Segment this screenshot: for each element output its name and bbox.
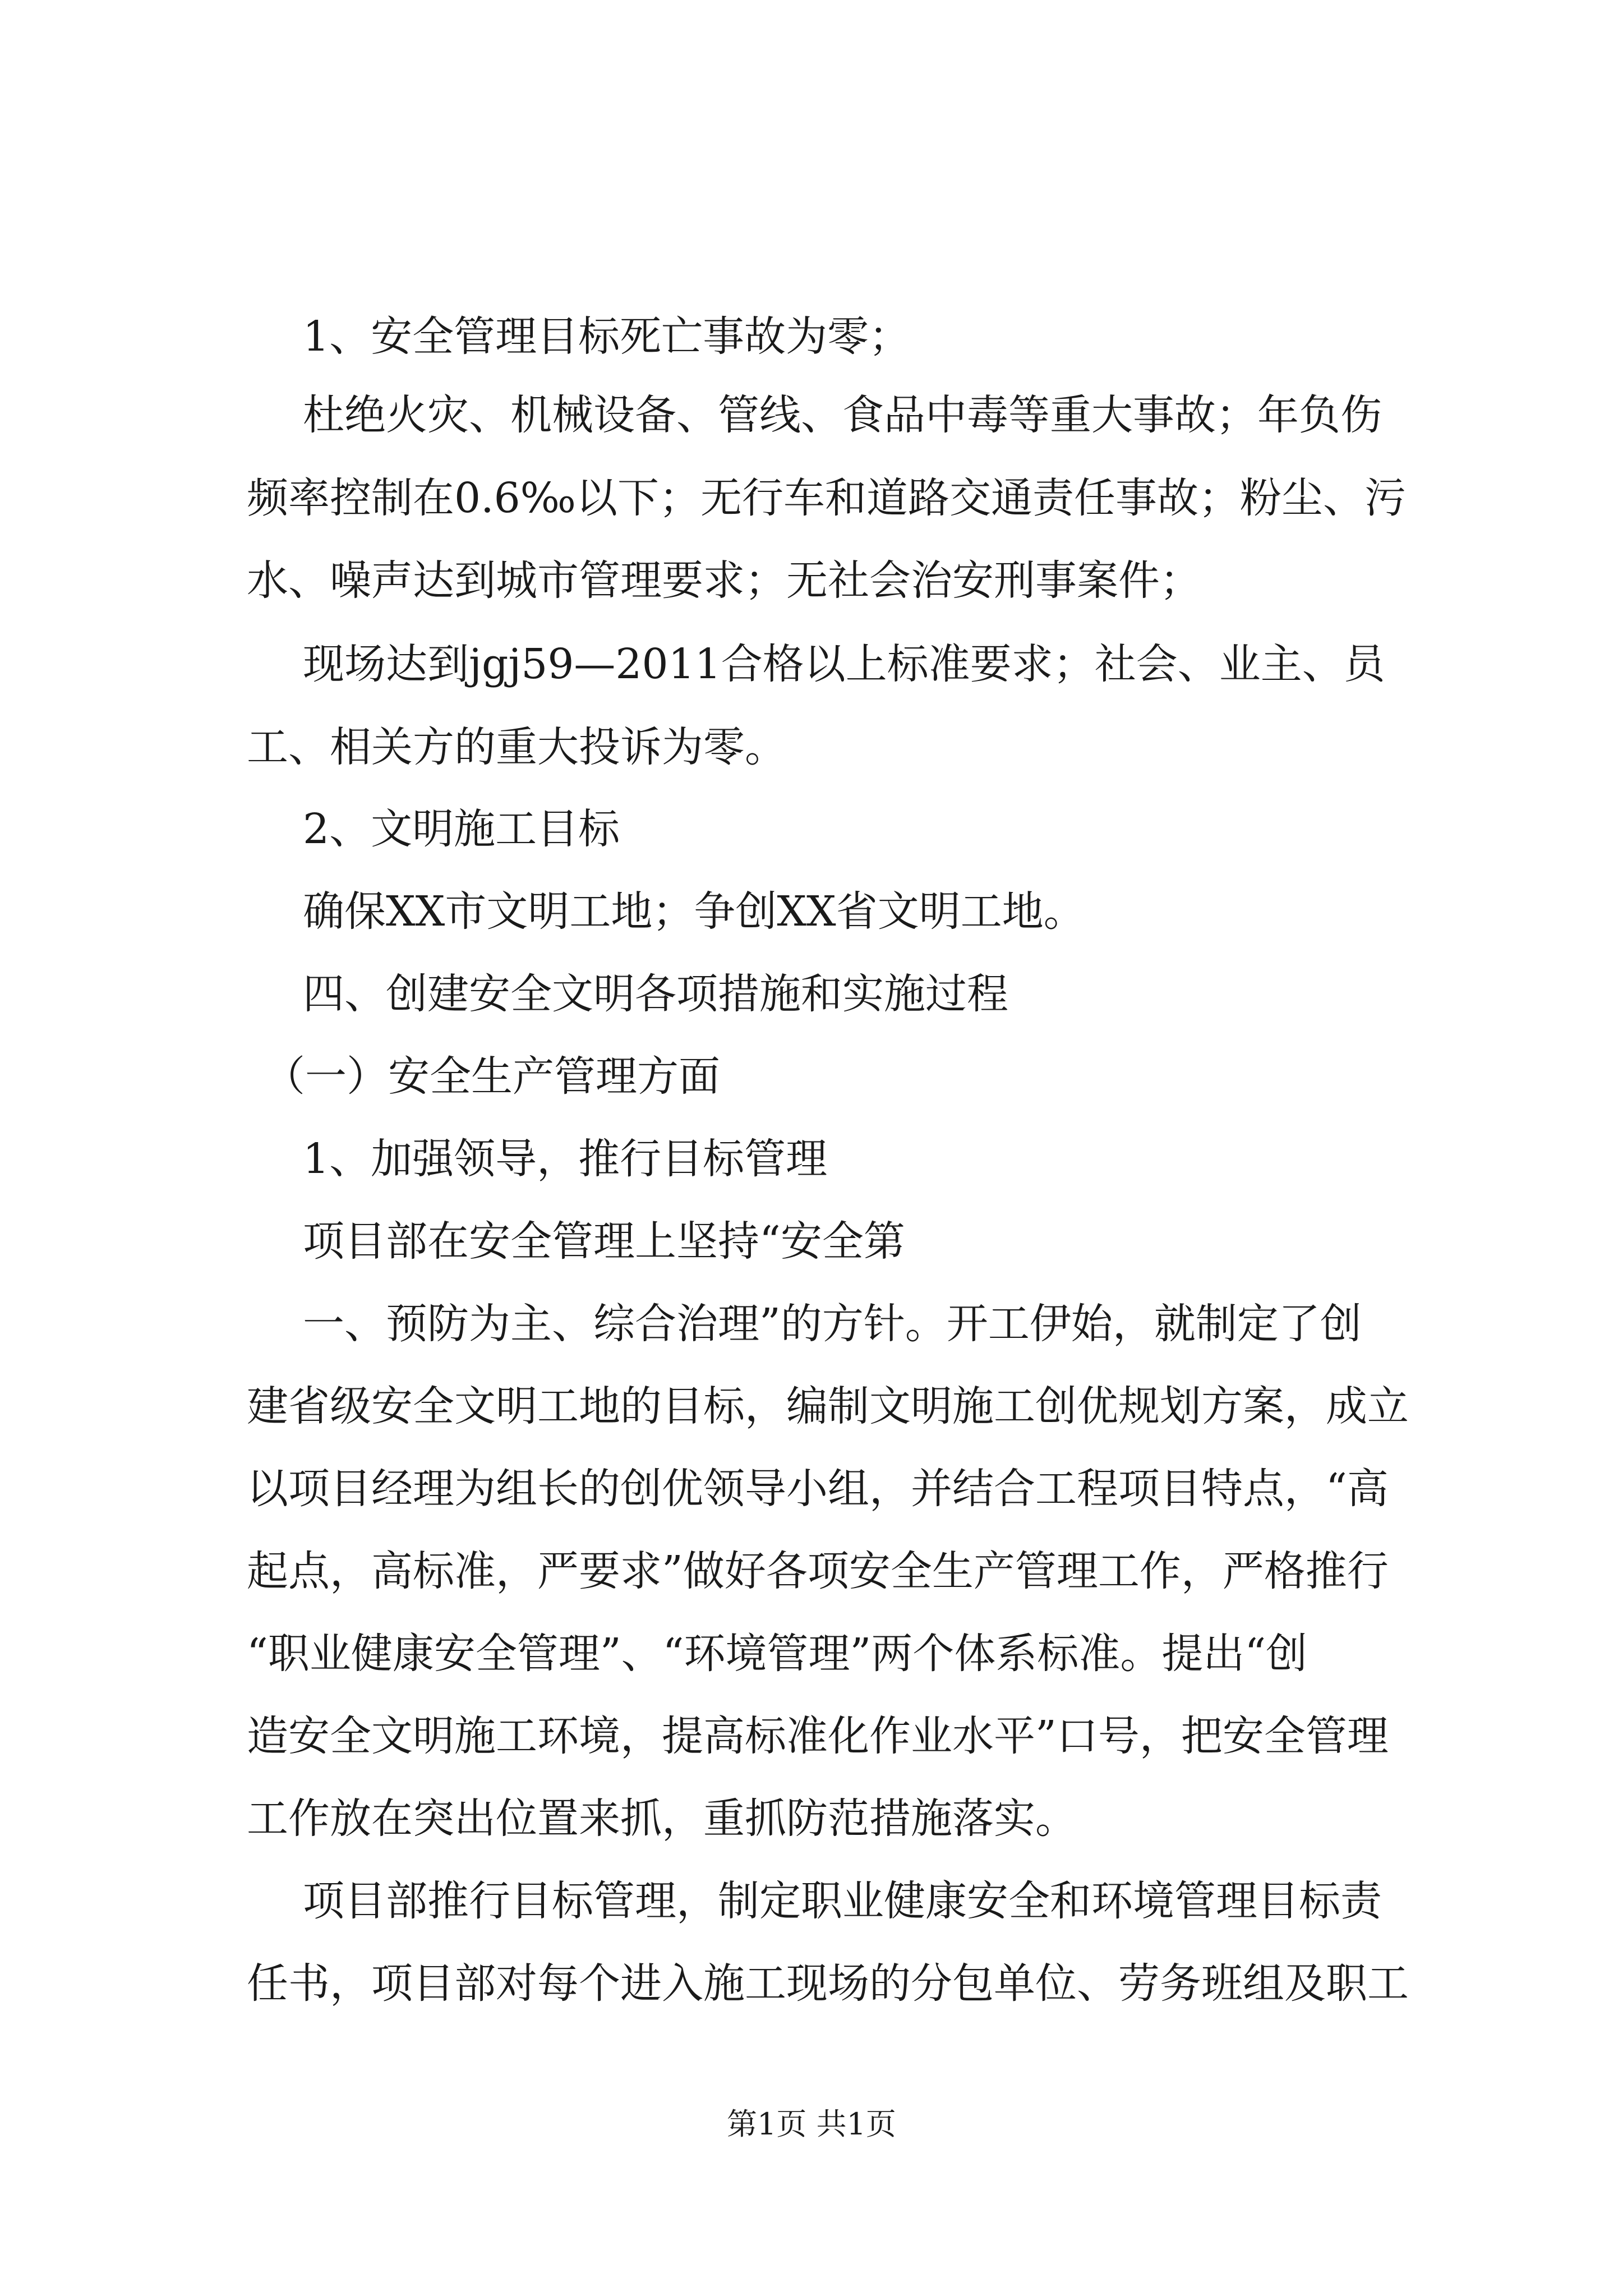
- text-line: 项目部在安全管理上坚持“安全第: [303, 1217, 905, 1266]
- text-line: 起点，高标准，严要求”做好各项安全生产管理工作，严格推行: [247, 1547, 1389, 1595]
- page-footer: 第1页 共1页: [727, 2106, 896, 2142]
- text-line: 水、噪声达到城市管理要求；无社会治安刑事案件；: [247, 556, 1201, 605]
- text-line: 造安全文明施工环境，提高标准化作业水平”口号，把安全管理: [247, 1712, 1389, 1760]
- text-line: 项目部推行目标管理，制定职业健康安全和环境管理目标责: [303, 1877, 1382, 1925]
- text-line: 杜绝火灾、机械设备、管线、食品中毒等重大事故；年负伤: [303, 391, 1382, 439]
- text-line: 现场达到jgj59—2011合格以上标准要求；社会、业主、员: [303, 640, 1385, 688]
- text-line: 1、安全管理目标死亡事故为零；: [303, 312, 911, 361]
- text-line: 确保XX市文明工地；争创XX省文明工地。: [303, 887, 1085, 936]
- subsection-heading: （一）安全生产管理方面: [264, 1052, 720, 1101]
- text-line: 一、预防为主、综合治理”的方针。开工伊始，就制定了创: [303, 1300, 1362, 1348]
- text-line: 建省级安全文明工地的目标，编制文明施工创优规划方案，成立: [247, 1382, 1409, 1430]
- section-heading: 1、加强领导，推行目标管理: [303, 1135, 828, 1183]
- section-heading: 2、文明施工目标: [303, 805, 620, 853]
- text-line: 任书，项目部对每个进入施工现场的分包单位、劳务班组及职工: [247, 1959, 1409, 2008]
- text-line: 工作放在突出位置来抓，重抓防范措施落实。: [247, 1795, 1077, 1843]
- text-line: 以项目经理为组长的创优领导小组，并结合工程项目特点，“高: [247, 1465, 1389, 1513]
- text-line: 频率控制在0.6‰以下；无行车和道路交通责任事故；粉尘、污: [247, 474, 1406, 522]
- text-line: 工、相关方的重大投诉为零。: [247, 723, 786, 771]
- section-heading: 四、创建安全文明各项措施和实施过程: [303, 970, 1008, 1018]
- text-line: “职业健康安全管理”、“环境管理”两个体系标准。提出“创: [247, 1630, 1308, 1678]
